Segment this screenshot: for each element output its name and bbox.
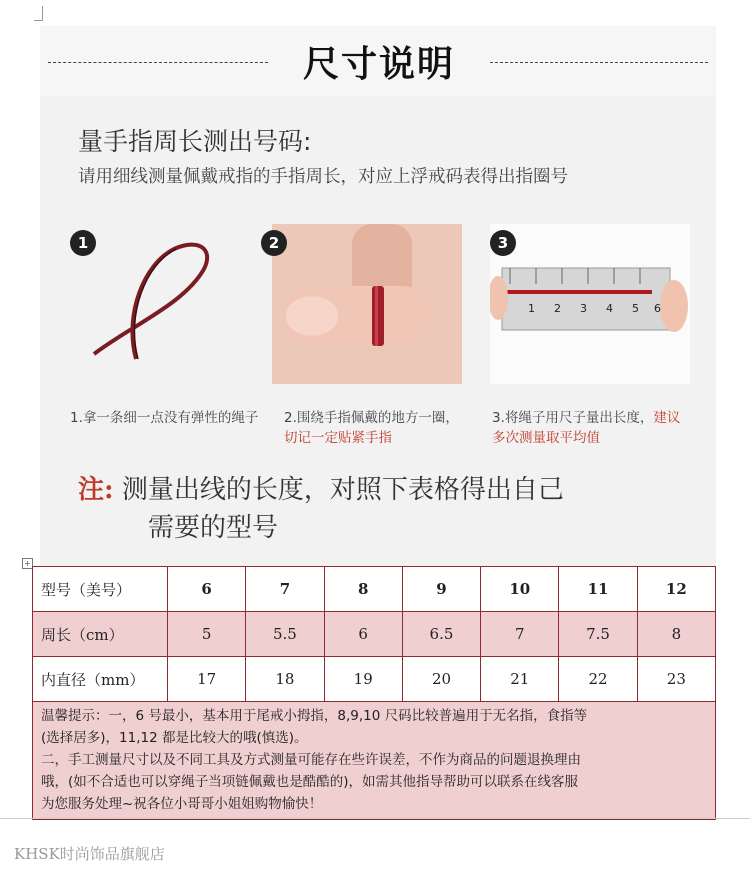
- row-header: 型号（美号）: [33, 567, 168, 612]
- corner-crop-mark: [34, 6, 43, 21]
- table-cell: 7: [481, 612, 559, 657]
- tips-box[interactable]: [32, 702, 716, 820]
- table-cell: 17: [168, 657, 246, 702]
- step3-caption-line2: 多次测量取平均值: [492, 430, 600, 446]
- table-cell: 7: [246, 567, 324, 612]
- table-cell: 8: [324, 567, 402, 612]
- table-cell: 5: [168, 612, 246, 657]
- ruler-number: 2: [554, 302, 561, 315]
- page-title: 尺寸说明: [302, 44, 455, 85]
- table-row-inner-diameter: [33, 657, 716, 702]
- table-cell: 20: [402, 657, 480, 702]
- ruler-number: 1: [528, 302, 535, 315]
- step3-ruler-illustration: [490, 224, 690, 384]
- table-cell: 19: [324, 657, 402, 702]
- step2-caption-line2: 切记一定贴紧手指: [284, 430, 392, 446]
- ruler-number: 6: [654, 302, 661, 315]
- ruler-number: 5: [632, 302, 639, 315]
- tips-line: 哦，(如不合适也可以穿绳子当项链佩戴也是酷酷的)，如需其他指导帮助可以联系在线客服: [41, 774, 579, 790]
- note-label: 注:: [78, 475, 114, 505]
- step1-caption-line1: 1.拿一条细一点没有弹性的绳子: [70, 410, 259, 426]
- table-cell: 6: [324, 612, 402, 657]
- table-cell: 21: [481, 657, 559, 702]
- table-cell: 22: [559, 657, 637, 702]
- size-table: [32, 566, 716, 702]
- finger-ring-icon: [272, 224, 462, 384]
- step2-caption: [284, 408, 459, 448]
- table-cell: 18: [246, 657, 324, 702]
- dashed-divider-right: [490, 62, 708, 63]
- table-cell: 6: [168, 567, 246, 612]
- step3-caption-line1: 3.将绳子用尺子量出长度，: [492, 410, 654, 426]
- table-cell: 12: [637, 567, 715, 612]
- table-move-handle[interactable]: +: [22, 558, 33, 569]
- section-title: 量手指周长测出号码:: [78, 127, 312, 156]
- ruler-number: 4: [606, 302, 613, 315]
- step2-finger-illustration: [272, 224, 462, 384]
- size-guide-image: [40, 26, 716, 568]
- table-row-circumference: [33, 612, 716, 657]
- table-cell: 7.5: [559, 612, 637, 657]
- step3-number-badge: 3: [490, 230, 516, 256]
- table-cell: 6.5: [402, 612, 480, 657]
- dashed-divider-left: [48, 62, 268, 63]
- row-header: 周长（cm）: [33, 612, 168, 657]
- step3-caption: [492, 408, 680, 448]
- ruler-number: 3: [580, 302, 587, 315]
- step2-caption-line1: 2.围绕手指佩戴的地方一圈，: [284, 410, 459, 426]
- step1-number-badge: 1: [70, 230, 96, 256]
- tips-line: (选择居多)，11,12 都是比较大的哦(慎选)。: [41, 730, 308, 746]
- tips-line: 为您服务处理~祝各位小哥哥小姐姐购物愉快！: [41, 796, 323, 812]
- measurement-note: [78, 471, 564, 547]
- table-row-size: [33, 567, 716, 612]
- header-band: [40, 26, 716, 96]
- step3-caption-red: 建议: [653, 410, 681, 426]
- table-cell: 8: [637, 612, 715, 657]
- size-table-container: [32, 566, 716, 820]
- note-line1: 测量出线的长度，对照下表格得出自己: [121, 475, 564, 505]
- table-cell: 9: [402, 567, 480, 612]
- note-line2: 需要的型号: [148, 513, 279, 543]
- step2-number-badge: 2: [261, 230, 287, 256]
- table-cell: 11: [559, 567, 637, 612]
- table-cell: 5.5: [246, 612, 324, 657]
- row-header: 内直径（mm）: [33, 657, 168, 702]
- tips-line: 温馨提示：一，6 号最小，基本用于尾戒小拇指，8,9,10 尺码比较普遍用于无名指，食指等: [41, 708, 588, 724]
- table-cell: 10: [481, 567, 559, 612]
- step1-caption: [70, 408, 258, 428]
- store-watermark: KHSK时尚饰品旗舰店: [14, 845, 165, 863]
- section-subtitle: 请用细线测量佩戴戒指的手指周长，对应上浮戒码表得出指圈号: [78, 167, 568, 187]
- table-cell: 23: [637, 657, 715, 702]
- bottom-divider: [0, 818, 750, 819]
- tips-line: 二，手工测量尺寸以及不同工具及方式测量可能存在些许误差，不作为商品的问题退换理由: [41, 752, 581, 768]
